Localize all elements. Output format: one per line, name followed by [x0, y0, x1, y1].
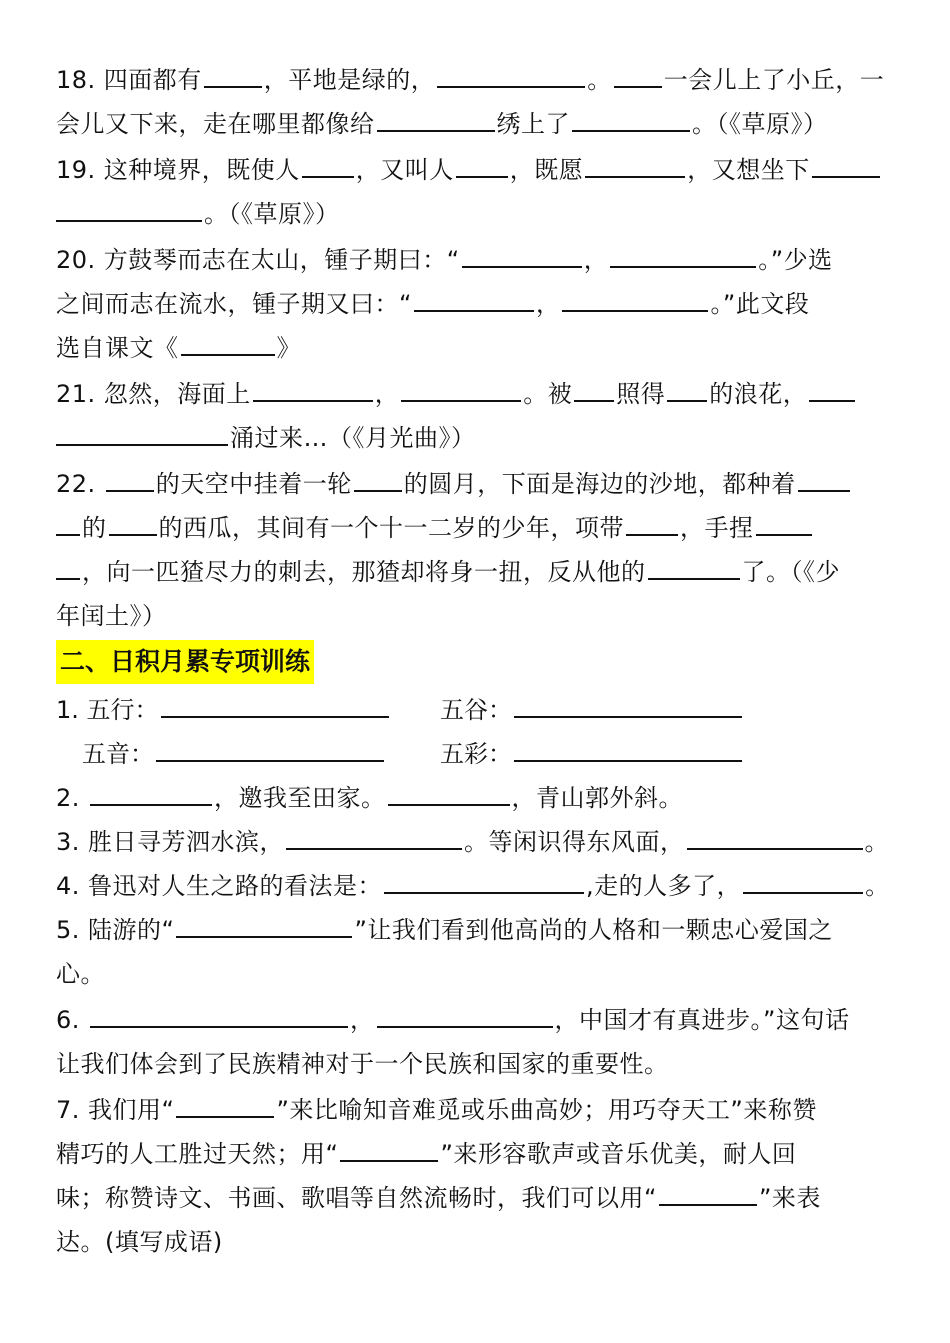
blank[interactable]	[90, 1000, 348, 1028]
text: 涌过来…（《月光曲》）	[230, 424, 476, 452]
item-1-wugu	[440, 688, 744, 732]
text: 3. 胜日寻芳泗水滨，	[56, 828, 285, 856]
text: 让我们体会到了民族精神对于一个民族和国家的重要性。	[56, 1050, 669, 1078]
blank[interactable]	[109, 508, 157, 536]
blank[interactable]	[56, 508, 80, 536]
text: 20. 方鼓琴而志在太山，锺子期曰：“	[56, 246, 460, 274]
blank[interactable]	[90, 778, 212, 806]
question-21	[56, 372, 896, 460]
text: ，青山郭外斜。	[511, 784, 684, 812]
blank[interactable]	[809, 374, 855, 402]
question-19	[56, 148, 896, 236]
blank[interactable]	[812, 150, 880, 178]
section-heading: 二、日积月累专项训练	[56, 640, 314, 684]
blank[interactable]	[514, 690, 742, 718]
item-7	[56, 1088, 896, 1264]
blank[interactable]	[384, 866, 584, 894]
text: 五音：	[82, 740, 154, 768]
text: ”让我们看到他高尚的人格和一颗忠心爱国之	[354, 916, 833, 944]
text: 达。(填写成语)	[56, 1228, 223, 1256]
text: ，	[350, 1006, 375, 1034]
text: 五彩：	[440, 740, 512, 768]
text: ，	[374, 380, 400, 408]
text: 的西瓜，其间有一个十一二岁的少年，项带	[158, 514, 624, 542]
blank[interactable]	[181, 328, 275, 356]
item-3	[56, 820, 896, 864]
blank[interactable]	[161, 690, 389, 718]
blank[interactable]	[626, 508, 678, 536]
blank[interactable]	[388, 778, 510, 806]
blank[interactable]	[302, 150, 354, 178]
text: 一会儿上了小丘，一	[663, 66, 885, 94]
blank[interactable]	[614, 60, 662, 88]
item-4	[56, 864, 896, 908]
blank[interactable]	[377, 1000, 553, 1028]
blank[interactable]	[585, 150, 685, 178]
text: ，中国才有真进步。”这句话	[554, 1006, 850, 1034]
question-20	[56, 238, 896, 370]
text: 心。	[56, 960, 105, 988]
blank[interactable]	[377, 104, 495, 132]
blank[interactable]	[456, 150, 508, 178]
item-1-wuyin	[82, 732, 386, 776]
text: 4. 鲁迅对人生之路的看法是：	[56, 872, 383, 900]
text: ，向一匹猹尽力的刺去，那猹却将身一扭，反从他的	[82, 558, 646, 586]
blank[interactable]	[106, 464, 154, 492]
blank[interactable]	[743, 866, 863, 894]
blank[interactable]	[156, 734, 384, 762]
text: 绣上了	[496, 110, 570, 138]
text: ”来比喻知音难觅或乐曲高妙；用巧夺天工”来称赞	[276, 1096, 817, 1124]
text: 的	[82, 514, 107, 542]
blank[interactable]	[648, 552, 740, 580]
text: ”来形容歌声或音乐优美，耐人回	[440, 1140, 797, 1168]
text: ，手捏	[680, 514, 754, 542]
text: 。”此文段	[710, 290, 810, 318]
text: 1. 五行：	[56, 696, 159, 724]
blank[interactable]	[756, 508, 812, 536]
blank[interactable]	[610, 240, 756, 268]
blank[interactable]	[667, 374, 707, 402]
item-1-wuxing	[56, 688, 391, 732]
text: ，又想坐下	[687, 156, 810, 184]
text: ”来表	[758, 1184, 821, 1212]
item-2	[56, 776, 896, 820]
text: 会儿又下来，走在哪里都像给	[56, 110, 375, 138]
text: 。	[865, 872, 890, 900]
text: ，	[583, 246, 609, 274]
blank[interactable]	[176, 1090, 274, 1118]
blank[interactable]	[574, 374, 614, 402]
text: 。”少选	[758, 246, 833, 274]
text: 6.	[56, 1006, 89, 1034]
text: 的浪花，	[709, 380, 808, 408]
text: 18. 四面都有	[56, 66, 202, 94]
item-6	[56, 998, 896, 1086]
text: 五谷：	[440, 696, 512, 724]
blank[interactable]	[253, 374, 373, 402]
blank[interactable]	[56, 418, 228, 446]
blank[interactable]	[354, 464, 402, 492]
text: 。（《草原》）	[692, 110, 828, 138]
blank[interactable]	[56, 194, 202, 222]
text: 5. 陆游的“	[56, 916, 175, 944]
blank[interactable]	[659, 1178, 757, 1206]
blank[interactable]	[687, 822, 863, 850]
text: ，又叫人	[355, 156, 454, 184]
text: 7. 我们用“	[56, 1096, 175, 1124]
item-5	[56, 908, 896, 996]
blank[interactable]	[340, 1134, 438, 1162]
blank[interactable]	[437, 60, 585, 88]
text: 。	[587, 66, 612, 94]
text: 2.	[56, 784, 89, 812]
text: 年闰土》）	[56, 602, 167, 630]
item-1-wucai	[440, 732, 744, 776]
blank[interactable]	[514, 734, 742, 762]
text: ，	[535, 290, 561, 318]
text: ,走的人多了，	[586, 872, 742, 900]
question-18	[56, 58, 896, 146]
blank[interactable]	[286, 822, 462, 850]
text: 》	[276, 334, 301, 362]
blank[interactable]	[401, 374, 521, 402]
text: 。	[864, 828, 890, 856]
text: ，邀我至田家。	[214, 784, 386, 812]
text: 选自课文《	[56, 334, 179, 362]
text: 之间而志在流水，锺子期又曰：“	[56, 290, 412, 318]
text: 。等闲识得东风面，	[464, 828, 685, 856]
question-22	[56, 462, 896, 638]
text: 味；称赞诗文、书画、歌唱等自然流畅时，我们可以用“	[56, 1184, 657, 1212]
text: 22.	[56, 470, 104, 498]
blank[interactable]	[204, 60, 262, 88]
text: 的天空中挂着一轮	[155, 470, 352, 498]
text: 照得	[616, 380, 666, 408]
text: 了。（《少	[741, 558, 840, 586]
text: 。（《草原》）	[204, 200, 340, 228]
blank[interactable]	[562, 284, 708, 312]
blank[interactable]	[572, 104, 690, 132]
text: 21. 忽然，海面上	[56, 380, 251, 408]
blank[interactable]	[462, 240, 582, 268]
text: 精巧的人工胜过天然；用“	[56, 1140, 339, 1168]
text: ，平地是绿的，	[263, 66, 436, 94]
text: 19. 这种境界，既使人	[56, 156, 300, 184]
blank[interactable]	[176, 910, 352, 938]
blank[interactable]	[414, 284, 534, 312]
blank[interactable]	[56, 552, 80, 580]
blank[interactable]	[798, 464, 850, 492]
text: ，既愿	[509, 156, 584, 184]
text: 的圆月，下面是海边的沙地，都种着	[403, 470, 796, 498]
text: 。被	[523, 380, 573, 408]
